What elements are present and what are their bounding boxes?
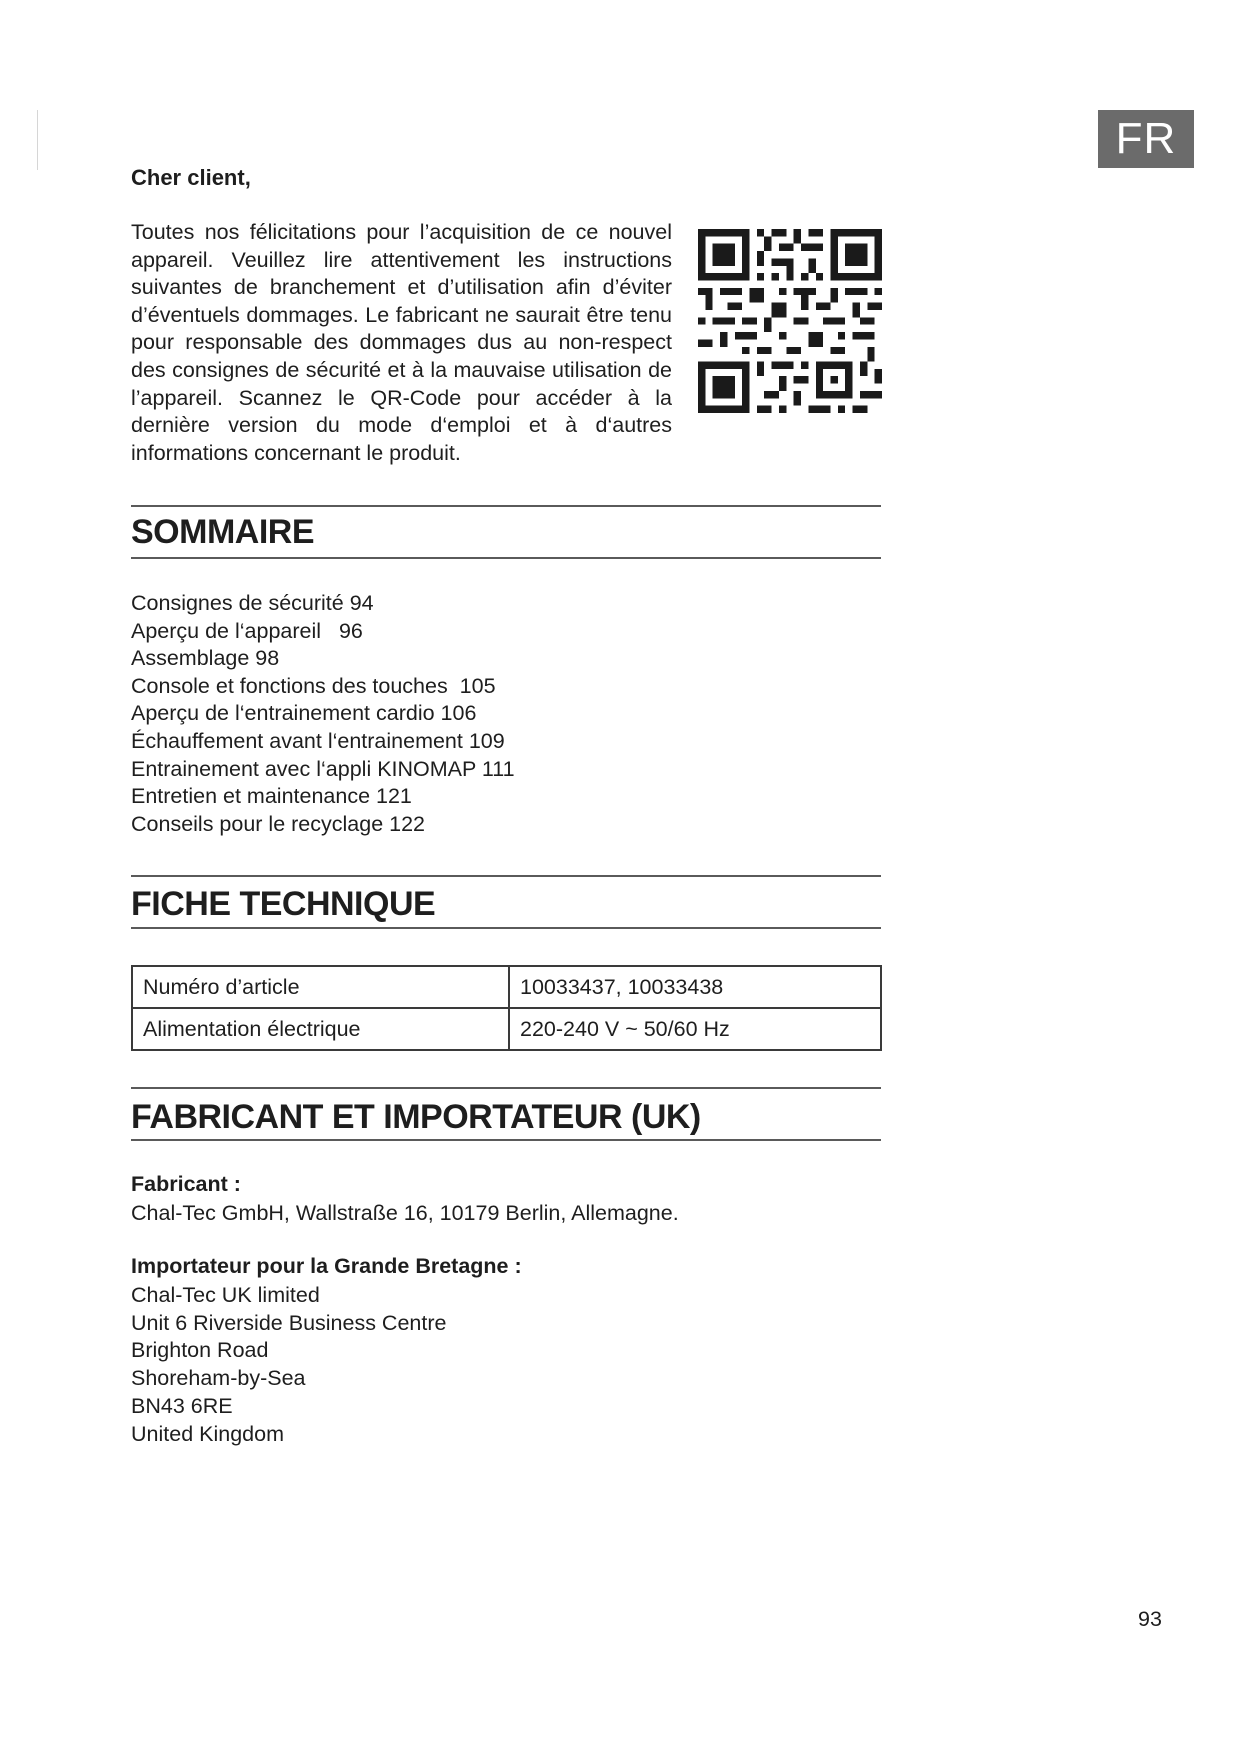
section-rule — [131, 1139, 881, 1141]
spec-value: 10033437, 10033438 — [509, 966, 881, 1008]
table-row — [132, 966, 881, 1008]
toc-item[interactable]: Assemblage 98 — [131, 646, 280, 671]
fabricant-heading: FABRICANT ET IMPORTATEUR (UK) — [131, 1098, 701, 1136]
address-line: Brighton Road — [131, 1338, 269, 1363]
section-rule — [131, 1087, 881, 1089]
table-of-contents — [131, 590, 515, 838]
toc-item[interactable]: Conseils pour le recyclage 122 — [131, 811, 425, 836]
importer-label: Importateur pour la Grande Bretagne : — [131, 1254, 522, 1278]
address-line: Chal-Tec UK limited — [131, 1283, 320, 1307]
specs-table — [131, 965, 882, 1051]
fiche-technique-heading: FICHE TECHNIQUE — [131, 885, 436, 923]
page-number: 93 — [1138, 1607, 1162, 1631]
greeting: Cher client, — [131, 165, 251, 190]
section-rule — [131, 557, 881, 559]
address-line: Unit 6 Riverside Business Centre — [131, 1310, 447, 1335]
intro-paragraph: Toutes nos félicitations pour l’acquisition de ce nouvel appareil. Veuillez lire attentivement les instructions suivantes de branchement et d’utilisation afin d’éviter d’éventuels dommages. Le fabricant ne saurait être tenu pour responsable des dommages dus au non-respect des consignes de sécurité et à la mauvaise utilisation de l’appareil. Scannez le QR-Code pour accéder à la dernière version du mode d‘emploi et à d‘autres informations concernant le produit. — [131, 220, 672, 465]
address-line: United Kingdom — [131, 1421, 284, 1446]
toc-item[interactable]: Entretien et maintenance 121 — [131, 784, 412, 809]
sommaire-heading: SOMMAIRE — [131, 513, 314, 551]
language-tab: FR — [1098, 110, 1194, 168]
toc-item[interactable]: Console et fonctions des touches 105 — [131, 673, 496, 698]
spec-label: Alimentation électrique — [132, 1008, 509, 1050]
section-rule — [131, 927, 881, 929]
section-rule — [131, 505, 881, 507]
address-line: BN43 6RE — [131, 1393, 233, 1418]
spec-label: Numéro d’article — [132, 966, 509, 1008]
qr-code-icon[interactable] — [698, 229, 882, 413]
manufacturer-address: Chal-Tec GmbH, Wallstraße 16, 10179 Berlin, Allemagne. — [131, 1201, 679, 1225]
toc-item[interactable]: Aperçu de l‘appareil 96 — [131, 618, 363, 643]
address-line: Shoreham-by-Sea — [131, 1366, 306, 1391]
margin-rule — [37, 110, 38, 170]
importer-address — [131, 1282, 446, 1448]
spec-value: 220-240 V ~ 50/60 Hz — [509, 1008, 881, 1050]
toc-item[interactable]: Échauffement avant l‘entrainement 109 — [131, 728, 505, 753]
toc-item[interactable]: Aperçu de l‘entrainement cardio 106 — [131, 701, 477, 726]
manufacturer-label: Fabricant : — [131, 1172, 241, 1196]
toc-item[interactable]: Consignes de sécurité 94 — [131, 591, 374, 615]
toc-item[interactable]: Entrainement avec l‘appli KINOMAP 111 — [131, 756, 515, 781]
section-rule — [131, 875, 881, 877]
table-row — [132, 1008, 881, 1050]
